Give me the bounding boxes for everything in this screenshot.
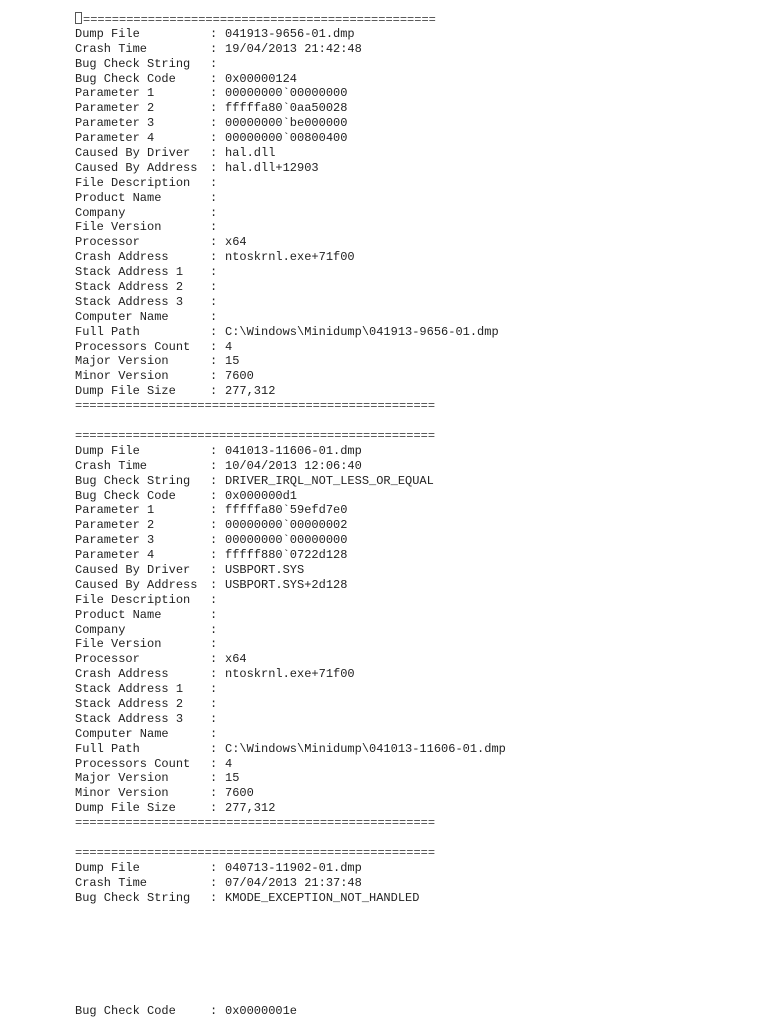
field-label: Stack Address 1 xyxy=(75,682,184,697)
field-value: x64 xyxy=(225,652,247,667)
field-label: Parameter 1 xyxy=(75,86,155,101)
field-row: Bug Check String : DRIVER_IRQL_NOT_LESS_OR_EQUAL xyxy=(75,473,434,488)
field-value: 0x000000d1 xyxy=(225,488,298,503)
field-row: Dump File Size : 277,312 xyxy=(75,801,276,816)
field-value: 7600 xyxy=(225,369,254,384)
field-label: Computer Name xyxy=(75,309,169,324)
field-row: Product Name : xyxy=(75,607,218,622)
field-row: Full Path : C:\Windows\Minidump\041013-11606-01.dmp xyxy=(75,741,506,756)
field-row: Processor : x64 xyxy=(75,652,247,667)
field-row: Major Version : 15 xyxy=(75,354,240,369)
field-value: 277,312 xyxy=(225,384,276,399)
field-value: 0x0000001e xyxy=(225,1004,298,1019)
field-row: Dump File : 040713-11902-01.dmp xyxy=(75,860,362,875)
field-label: Caused By Address xyxy=(75,160,198,175)
field-label: Parameter 4 xyxy=(75,131,155,146)
field-row: Crash Address : ntoskrnl.exe+71f00 xyxy=(75,250,355,265)
field-label: Bug Check Code xyxy=(75,71,176,86)
field-value: 4 xyxy=(225,756,233,771)
field-value: 4 xyxy=(225,339,233,354)
field-label: Parameter 4 xyxy=(75,548,155,563)
field-label: Caused By Driver xyxy=(75,562,191,577)
field-value: 00000000`00000000 xyxy=(225,533,348,548)
field-row: File Description : xyxy=(75,592,218,607)
field-label: Parameter 3 xyxy=(75,116,155,131)
field-label: Dump File xyxy=(75,860,140,875)
field-label: Caused By Driver xyxy=(75,146,191,161)
field-label: Parameter 3 xyxy=(75,533,155,548)
crash-dump-report xyxy=(75,12,755,1019)
field-row: File Version : xyxy=(75,637,218,652)
field-label: Full Path xyxy=(75,741,140,756)
field-row: Dump File Size : 277,312 xyxy=(75,384,276,399)
cursor-box-icon xyxy=(75,12,82,24)
field-row: Parameter 3 : 00000000`be000000 xyxy=(75,116,348,131)
field-label: Bug Check Code xyxy=(75,1004,176,1019)
field-label: Minor Version xyxy=(75,786,169,801)
field-value: 15 xyxy=(225,771,240,786)
field-value: 0x00000124 xyxy=(225,71,298,86)
field-label: Stack Address 3 xyxy=(75,294,184,309)
field-label: Processor xyxy=(75,235,140,250)
field-value: DRIVER_IRQL_NOT_LESS_OR_EQUAL xyxy=(225,473,434,488)
field-label: Bug Check String xyxy=(75,473,191,488)
field-value: ntoskrnl.exe+71f00 xyxy=(225,667,355,682)
field-row: Parameter 1 : fffffa80`59efd7e0 xyxy=(75,503,348,518)
field-row: Parameter 4 : 00000000`00800400 xyxy=(75,131,348,146)
field-label: Stack Address 2 xyxy=(75,696,184,711)
field-row: Bug Check String : KMODE_EXCEPTION_NOT_HANDLED xyxy=(75,890,420,905)
field-value: C:\Windows\Minidump\041013-11606-01.dmp xyxy=(225,741,506,756)
field-label: Stack Address 3 xyxy=(75,711,184,726)
field-value: USBPORT.SYS xyxy=(225,562,305,577)
field-label: Major Version xyxy=(75,354,169,369)
separator: ================================================== xyxy=(75,399,436,414)
field-value: 041013-11606-01.dmp xyxy=(225,443,362,458)
field-label: File Version xyxy=(75,637,162,652)
field-row: Processors Count : 4 xyxy=(75,339,233,354)
field-row: Crash Address : ntoskrnl.exe+71f00 xyxy=(75,667,355,682)
field-row: Bug Check Code : 0x00000124 xyxy=(75,71,298,86)
field-label: Parameter 2 xyxy=(75,101,155,116)
field-row: Dump File : 041013-11606-01.dmp xyxy=(75,443,362,458)
field-label: File Description xyxy=(75,592,191,607)
field-value: 00000000`00800400 xyxy=(225,131,348,146)
field-row: Bug Check Code : 0x000000d1 xyxy=(75,488,298,503)
field-label: Dump File xyxy=(75,26,140,41)
field-value: fffffa80`0aa50028 xyxy=(225,101,348,116)
separator-top: ================================================= xyxy=(75,12,755,27)
field-label: Dump File xyxy=(75,443,140,458)
field-label: Parameter 2 xyxy=(75,518,155,533)
field-row: Dump File : 041913-9656-01.dmp xyxy=(75,26,355,41)
separator: ================================================== xyxy=(75,428,436,443)
field-value: 00000000`00000000 xyxy=(225,86,348,101)
field-label: Dump File Size xyxy=(75,801,176,816)
field-row: File Version : xyxy=(75,220,218,235)
field-label: Dump File Size xyxy=(75,384,176,399)
field-row: Computer Name : xyxy=(75,726,218,741)
field-value: 040713-11902-01.dmp xyxy=(225,860,362,875)
field-label: Processors Count xyxy=(75,339,191,354)
field-label: Processors Count xyxy=(75,756,191,771)
field-value: 277,312 xyxy=(225,801,276,816)
field-value: fffff880`0722d128 xyxy=(225,548,348,563)
separator: ================================================== xyxy=(75,816,436,831)
field-row: Parameter 4 : fffff880`0722d128 xyxy=(75,548,348,563)
record-1 xyxy=(75,27,755,399)
field-value: 15 xyxy=(225,354,240,369)
field-row: Bug Check String : xyxy=(75,56,218,71)
field-row: Computer Name : xyxy=(75,309,218,324)
field-row: Caused By Driver : hal.dll xyxy=(75,146,276,161)
field-label: Crash Address xyxy=(75,667,169,682)
field-row: Parameter 1 : 00000000`00000000 xyxy=(75,86,348,101)
field-value: 00000000`00000002 xyxy=(225,518,348,533)
field-value: 07/04/2013 21:37:48 xyxy=(225,875,362,890)
field-label: Company xyxy=(75,622,126,637)
field-label: Product Name xyxy=(75,190,162,205)
field-label: File Description xyxy=(75,175,191,190)
field-row: File Description : xyxy=(75,175,218,190)
field-label: Full Path xyxy=(75,324,140,339)
separator: ================================================== xyxy=(75,845,436,860)
field-row: Company : xyxy=(75,205,218,220)
field-row: Crash Time : 07/04/2013 21:37:48 xyxy=(75,875,362,890)
field-row: Major Version : 15 xyxy=(75,771,240,786)
field-row: Minor Version : 7600 xyxy=(75,786,254,801)
field-row: Product Name : xyxy=(75,190,218,205)
field-label: Processor xyxy=(75,652,140,667)
field-row: Company : xyxy=(75,622,218,637)
field-label: Crash Time xyxy=(75,458,148,473)
field-label: File Version xyxy=(75,220,162,235)
field-label: Company xyxy=(75,205,126,220)
field-value: hal.dll+12903 xyxy=(225,160,319,175)
field-label: Computer Name xyxy=(75,726,169,741)
record-3 xyxy=(75,861,755,1020)
field-label: Bug Check String xyxy=(75,890,191,905)
field-label: Caused By Address xyxy=(75,577,198,592)
field-label: Bug Check String xyxy=(75,56,191,71)
field-row: Parameter 3 : 00000000`00000000 xyxy=(75,533,348,548)
field-row: Caused By Address : USBPORT.SYS+2d128 xyxy=(75,577,348,592)
field-row: Parameter 2 : 00000000`00000002 xyxy=(75,518,348,533)
field-row: Caused By Address : hal.dll+12903 xyxy=(75,160,319,175)
field-value: hal.dll xyxy=(225,146,276,161)
field-value: fffffa80`59efd7e0 xyxy=(225,503,348,518)
field-label: Stack Address 1 xyxy=(75,265,184,280)
field-value: x64 xyxy=(225,235,247,250)
field-value: C:\Windows\Minidump\041913-9656-01.dmp xyxy=(225,324,499,339)
field-value: ntoskrnl.exe+71f00 xyxy=(225,250,355,265)
field-label: Bug Check Code xyxy=(75,488,176,503)
field-row: Caused By Driver : USBPORT.SYS xyxy=(75,562,305,577)
field-label: Crash Address xyxy=(75,250,169,265)
field-value: 7600 xyxy=(225,786,254,801)
field-row: Stack Address 3 : xyxy=(75,294,218,309)
field-label: Stack Address 2 xyxy=(75,280,184,295)
field-value: 041913-9656-01.dmp xyxy=(225,26,355,41)
field-label: Parameter 1 xyxy=(75,503,155,518)
field-value: 00000000`be000000 xyxy=(225,116,348,131)
field-row: Crash Time : 19/04/2013 21:42:48 xyxy=(75,41,362,56)
field-value: USBPORT.SYS+2d128 xyxy=(225,577,348,592)
record-2 xyxy=(75,444,755,816)
field-row: Minor Version : 7600 xyxy=(75,369,254,384)
field-row: Full Path : C:\Windows\Minidump\041913-9656-01.dmp xyxy=(75,324,499,339)
field-value: KMODE_EXCEPTION_NOT_HANDLED xyxy=(225,890,420,905)
field-row: Stack Address 2 : xyxy=(75,696,218,711)
field-label: Crash Time xyxy=(75,41,148,56)
field-label: Major Version xyxy=(75,771,169,786)
field-row: Processor : x64 xyxy=(75,235,247,250)
field-row: Stack Address 2 : xyxy=(75,280,218,295)
field-row: Processors Count : 4 xyxy=(75,756,233,771)
field-row: Parameter 2 : fffffa80`0aa50028 xyxy=(75,101,348,116)
field-row: Stack Address 1 : xyxy=(75,682,218,697)
field-label: Crash Time xyxy=(75,875,148,890)
field-value: 10/04/2013 12:06:40 xyxy=(225,458,362,473)
field-label: Minor Version xyxy=(75,369,169,384)
field-label: Product Name xyxy=(75,607,162,622)
field-row: Crash Time : 10/04/2013 12:06:40 xyxy=(75,458,362,473)
field-row: Stack Address 3 : xyxy=(75,711,218,726)
field-row: Stack Address 1 : xyxy=(75,265,218,280)
field-row: Bug Check Code : 0x0000001e xyxy=(75,1004,298,1019)
field-value: 19/04/2013 21:42:48 xyxy=(225,41,362,56)
page-gap xyxy=(75,905,755,1004)
